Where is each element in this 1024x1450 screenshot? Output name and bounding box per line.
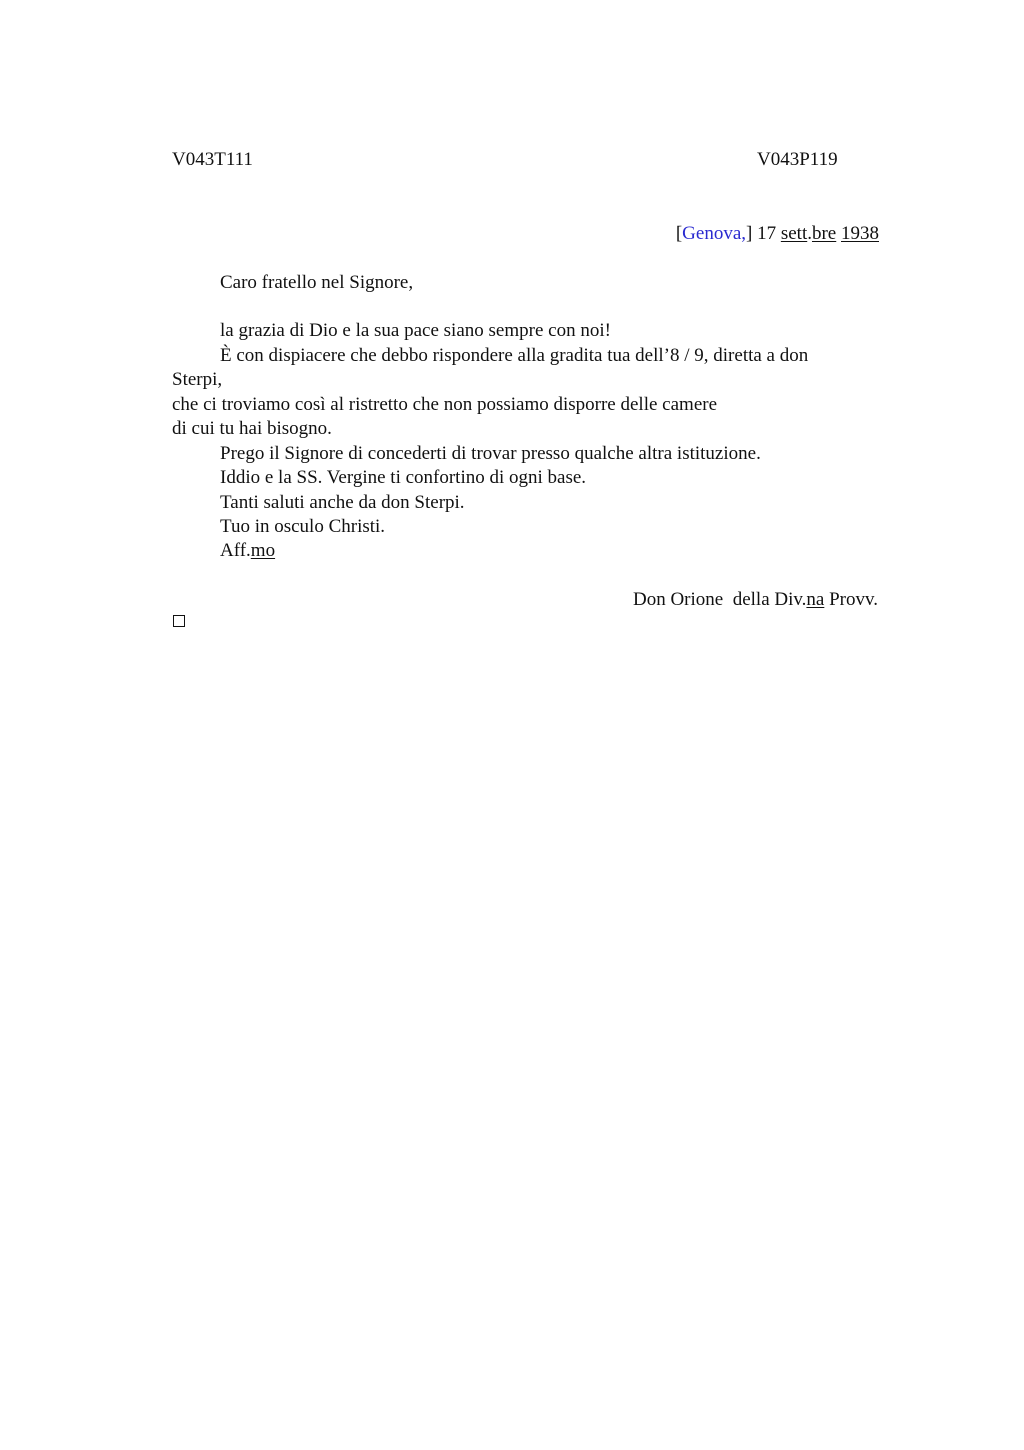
- dateline-month-suffix: bre: [811, 223, 837, 244]
- header-left-code: V043T111: [172, 149, 253, 170]
- body-line-6: Prego il Signore di concederti di trovar presso qualche altra istituzione.: [220, 443, 761, 464]
- body-line-3: Sterpi,: [172, 369, 223, 390]
- signature-part-1: Don Orione della Div.: [632, 589, 807, 610]
- dateline-dot: .: [807, 223, 812, 244]
- body-line-2: È con dispiacere che debbo rispondere alla gradita tua dell’8 / 9, diretta a don: [220, 345, 809, 366]
- body-line-1: la grazia di Dio e la sua pace siano sempre con noi!: [220, 320, 611, 341]
- dateline-open-bracket: [: [675, 223, 683, 244]
- closing-suffix: mo: [250, 540, 276, 561]
- closing: [220, 541, 275, 560]
- signature: [633, 590, 878, 609]
- dateline-year: 1938: [841, 223, 879, 244]
- dateline: [676, 224, 879, 243]
- signature-part-2: na: [806, 589, 825, 610]
- body-line-5: di cui tu hai bisogno.: [172, 418, 332, 439]
- dateline-close-bracket: ]: [746, 223, 753, 244]
- dateline-month-abbr: sett: [780, 223, 808, 244]
- body-line-8: Tanti saluti anche da don Sterpi.: [220, 492, 465, 513]
- body-line-7: Iddio e la SS. Vergine ti confortino di ogni base.: [220, 467, 587, 488]
- body-line-4: che ci troviamo così al ristretto che non possiamo disporre delle camere: [172, 394, 718, 415]
- body-line-9: Tuo in osculo Christi.: [220, 516, 386, 537]
- dateline-place: Genova,: [682, 223, 747, 244]
- closing-prefix: Aff.: [220, 540, 251, 561]
- salutation: Caro fratello nel Signore,: [220, 272, 414, 293]
- dateline-day: 17: [752, 223, 781, 244]
- header-right-code: V043P119: [757, 149, 838, 170]
- signature-part-3: Provv.: [824, 589, 878, 610]
- empty-box-icon: [173, 615, 185, 627]
